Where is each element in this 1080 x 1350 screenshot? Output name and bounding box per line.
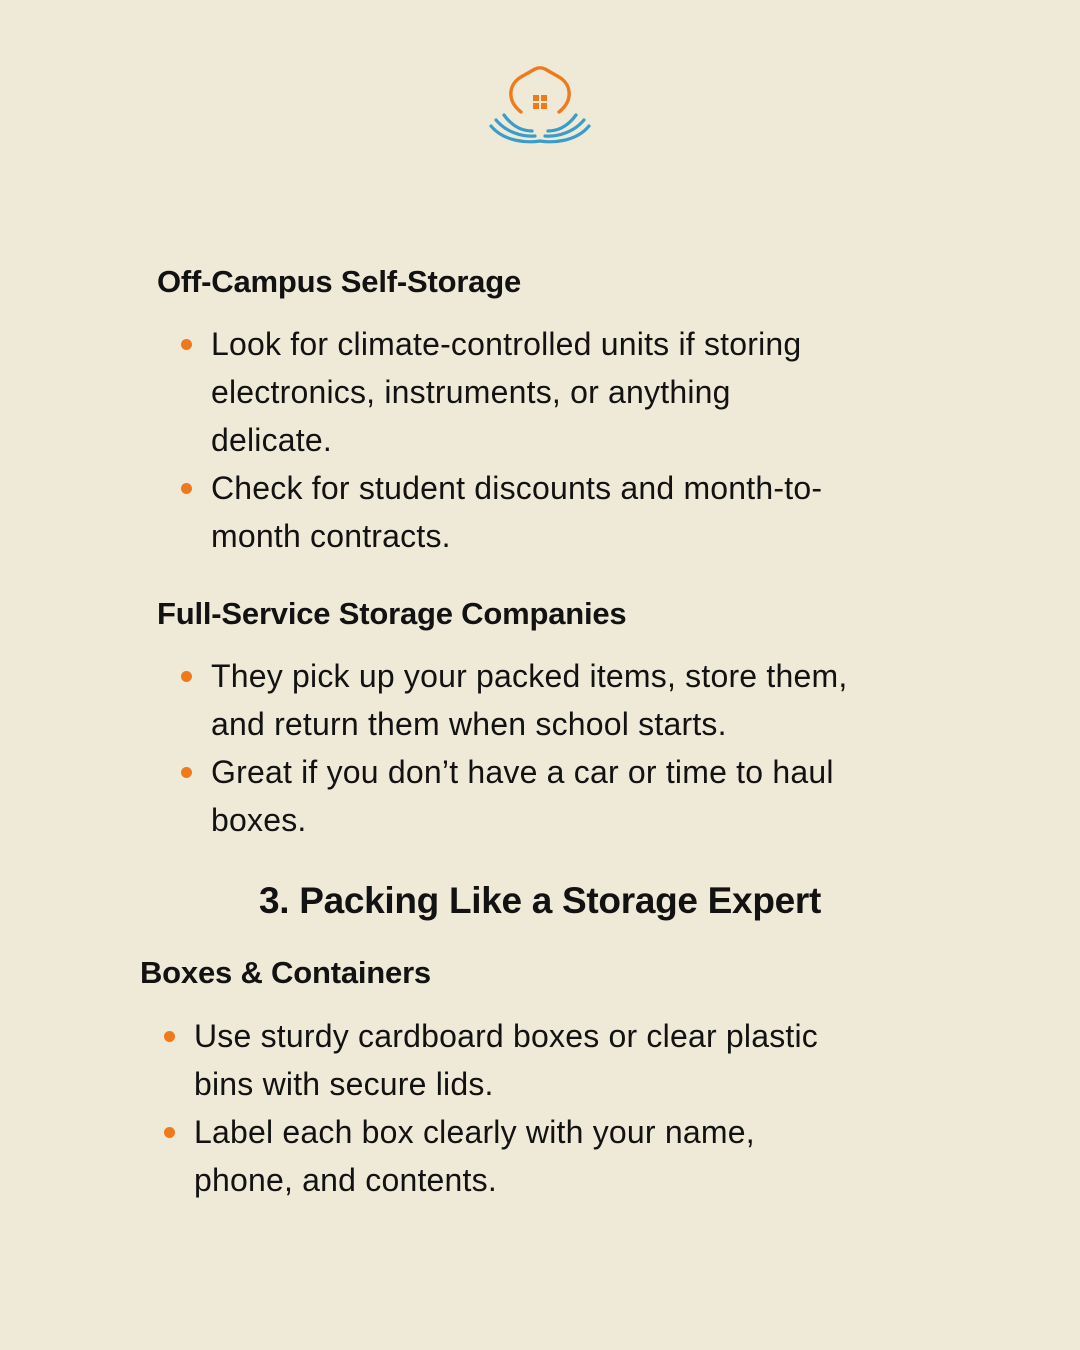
full-service-section [157, 596, 957, 844]
boxes-heading: Boxes & Containers [140, 955, 431, 990]
house-outline-icon [511, 68, 569, 112]
house-in-hands-logo [488, 66, 592, 146]
list-item-line: Look for climate-controlled units if storing [211, 326, 802, 362]
boxes-list [194, 1012, 960, 1204]
bullet-dot-icon [181, 339, 192, 350]
list-item-line: delicate. [211, 422, 332, 458]
boxes-section [140, 955, 960, 1204]
bullet-dot-icon [181, 671, 192, 682]
full-service-heading: Full-Service Storage Companies [157, 596, 627, 631]
list-item-line: Use sturdy cardboard boxes or clear plastic [194, 1018, 818, 1054]
packing-section-heading: 3. Packing Like a Storage Expert [258, 880, 822, 921]
full-service-list [211, 652, 957, 844]
list-item-line: They pick up your packed items, store them, [211, 658, 848, 694]
list-item-line: month contracts. [211, 518, 451, 554]
list-item-line: phone, and contents. [194, 1162, 497, 1198]
hands-wave-icon [491, 115, 589, 142]
list-item-line: Label each box clearly with your name, [194, 1114, 755, 1150]
list-item-line: boxes. [211, 802, 307, 838]
bullet-dot-icon [181, 483, 192, 494]
off-campus-list [211, 320, 957, 560]
off-campus-section [157, 264, 957, 560]
list-item-line: Check for student discounts and month-to- [211, 470, 823, 506]
list-item-line: bins with secure lids. [194, 1066, 494, 1102]
off-campus-heading: Off-Campus Self-Storage [157, 264, 521, 299]
bullet-dot-icon [181, 767, 192, 778]
list-item [211, 320, 957, 464]
list-item [211, 748, 957, 844]
bullet-dot-icon [164, 1031, 175, 1042]
list-item [211, 652, 957, 748]
list-item-line: electronics, instruments, or anything [211, 374, 731, 410]
list-item [211, 464, 957, 560]
bullet-dot-icon [164, 1127, 175, 1138]
list-item-line: and return them when school starts. [211, 706, 727, 742]
list-item [194, 1108, 960, 1204]
window-icon [533, 95, 547, 109]
list-item-line: Great if you don’t have a car or time to haul [211, 754, 834, 790]
list-item [194, 1012, 960, 1108]
